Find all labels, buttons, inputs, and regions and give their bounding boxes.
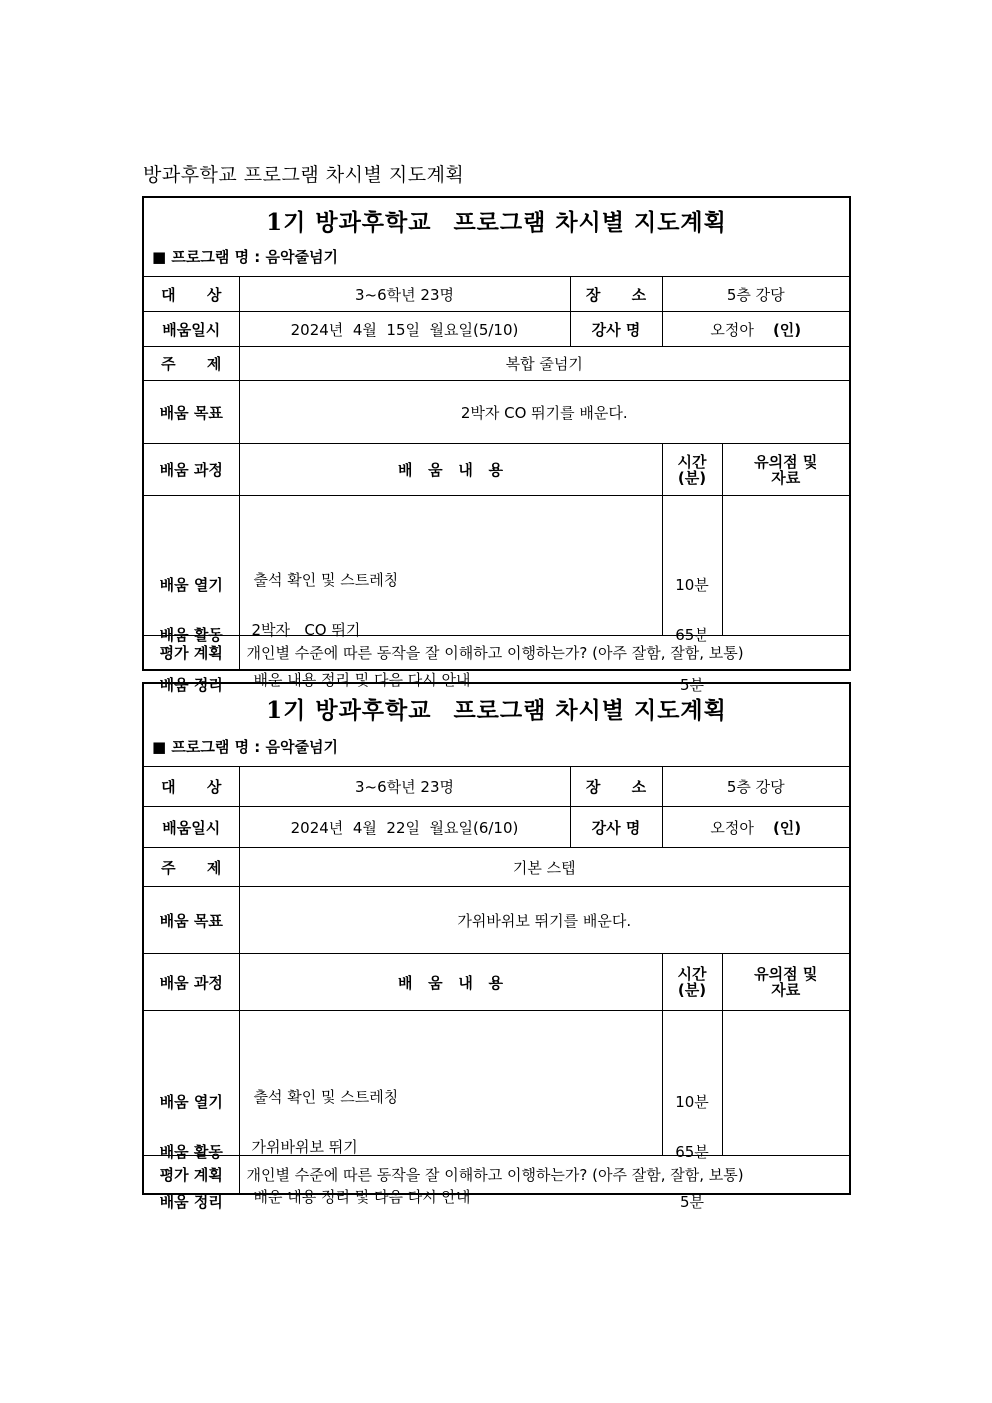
step-open-label: 배움 열기 (159, 575, 223, 594)
plan-title-part-a: 1기 방과후학교 (266, 697, 432, 724)
date-label: 배움일시 (144, 807, 239, 848)
step-content: 배운 내용 정리 및 다음 다시 안내 (253, 1188, 471, 1206)
step-time: 10분 (675, 575, 709, 594)
step-times (662, 1011, 722, 1211)
program-name: ■ 프로그램 명 : 음악줄넘기 (152, 738, 338, 756)
lesson-plan-2 (142, 682, 851, 1211)
step-times (662, 496, 722, 694)
step-open-label: 배움 열기 (159, 1093, 223, 1111)
topic-value: 기본 스텝 (239, 848, 849, 887)
target-label: 대 상 (144, 277, 239, 312)
target-label: 대 상 (144, 767, 239, 807)
content-header: 배 움 내 용 (239, 444, 662, 496)
place-value: 5층 강당 (662, 767, 849, 807)
plan-title-part-b: 프로그램 차시별 지도계획 (453, 697, 727, 724)
step-time: 5분 (679, 1193, 705, 1211)
content-header: 배 움 내 용 (239, 954, 662, 1011)
eval-label: 평가 계획 (144, 636, 239, 669)
step-activity-label: 배움 활동 (159, 1143, 223, 1161)
plan-title-part-b: 프로그램 차시별 지도계획 (453, 209, 727, 236)
goal-value: 가위바위보 뛰기를 배운다. (239, 887, 849, 954)
step-time: 10분 (675, 1093, 709, 1111)
instructor-label: 강사 명 (570, 312, 662, 347)
notes-cell (722, 1011, 849, 1156)
seal-mark: (인) (772, 320, 802, 339)
step-content: 출석 확인 및 스트레칭 (253, 1088, 399, 1106)
eval-label: 평가 계획 (144, 1156, 239, 1194)
topic-label: 주 제 (144, 848, 239, 887)
plan-title (144, 692, 849, 725)
topic-value: 복합 줄넘기 (239, 347, 849, 381)
notes-header: 유의점 및 자료 (722, 444, 849, 496)
date-value: 2024년 4월 15일 월요일(5/10) (239, 312, 570, 347)
time-header: 시간 (분) (662, 954, 722, 1011)
time-header: 시간 (분) (662, 444, 722, 496)
instructor-name: 오정아 (710, 818, 754, 837)
process-label: 배움 과정 (144, 954, 239, 1011)
process-label: 배움 과정 (144, 444, 239, 496)
step-content: 2박자 CO 뛰기 (251, 620, 361, 639)
plan-title-part-a: 1기 방과후학교 (266, 209, 432, 236)
document-title: 방과후학교 프로그램 차시별 지도계획 (143, 164, 465, 186)
place-value: 5층 강당 (662, 277, 849, 312)
notes-header: 유의점 및 자료 (722, 954, 849, 1011)
step-time: 5분 (679, 675, 705, 694)
step-content: 배운 내용 정리 및 다음 다시 안내 (253, 670, 471, 689)
place-label: 장 소 (570, 277, 662, 312)
plan-table (144, 276, 849, 694)
step-content: 가위바위보 뛰기 (251, 1138, 358, 1156)
step-content: 출석 확인 및 스트레칭 (253, 570, 399, 589)
place-label: 장 소 (570, 767, 662, 807)
date-value: 2024년 4월 22일 월요일(6/10) (239, 807, 570, 848)
instructor-label: 강사 명 (570, 807, 662, 848)
goal-value: 2박자 CO 뛰기를 배운다. (239, 381, 849, 444)
step-wrap-label: 배움 정리 (159, 675, 223, 694)
instructor-name: 오정아 (710, 320, 754, 339)
target-value: 3~6학년 23명 (239, 767, 570, 807)
step-time: 65분 (675, 1143, 709, 1161)
instructor-value (662, 807, 849, 848)
goal-label: 배움 목표 (144, 381, 239, 444)
plan-table (144, 766, 849, 1211)
lesson-plan-1 (142, 196, 851, 694)
step-time: 65분 (675, 625, 709, 644)
seal-mark: (인) (772, 818, 802, 837)
target-value: 3~6학년 23명 (239, 277, 570, 312)
goal-label: 배움 목표 (144, 887, 239, 954)
notes-cell (722, 496, 849, 636)
plan-title (144, 204, 849, 237)
program-name: ■ 프로그램 명 : 음악줄넘기 (152, 248, 338, 266)
step-wrap-label: 배움 정리 (159, 1193, 223, 1211)
topic-label: 주 제 (144, 347, 239, 381)
instructor-value (662, 312, 849, 347)
date-label: 배움일시 (144, 312, 239, 347)
step-activity-label: 배움 활동 (159, 625, 223, 644)
eval-value: 개인별 수준에 따른 동작을 잘 이해하고 이행하는가? (아주 잘함, 잘함, 보통) (239, 1156, 849, 1194)
eval-value: 개인별 수준에 따른 동작을 잘 이해하고 이행하는가? (아주 잘함, 잘함, 보통) (239, 636, 849, 669)
